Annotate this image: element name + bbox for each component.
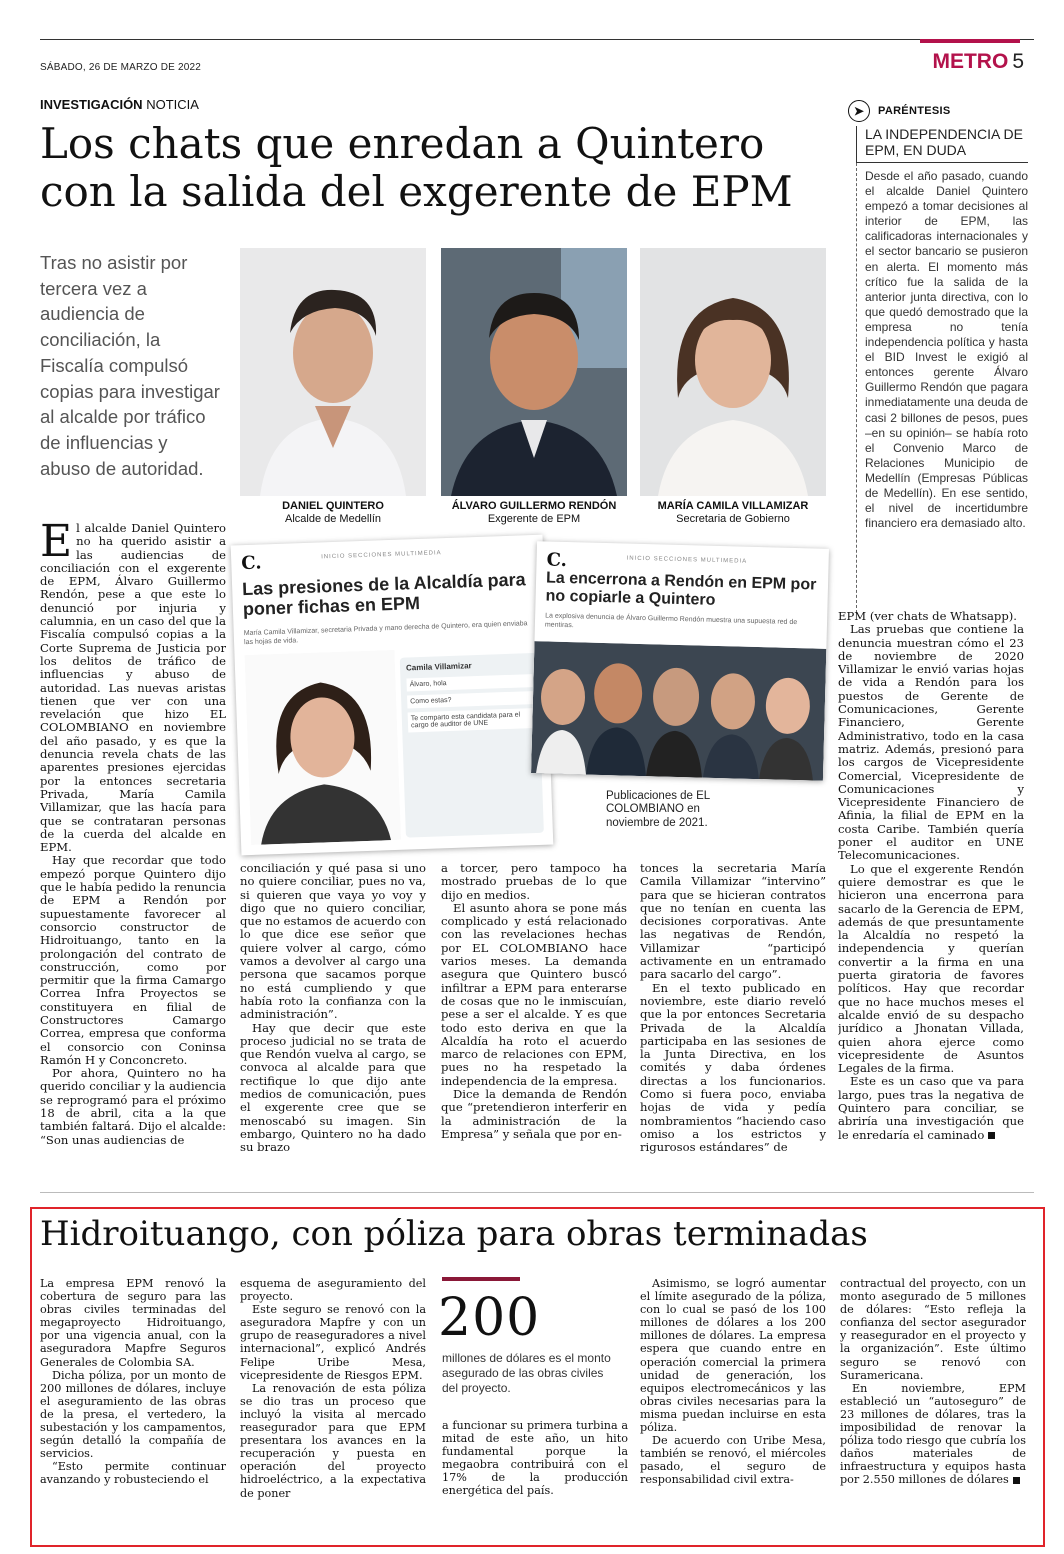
caption-role: Secretaria de Gobierno — [676, 513, 790, 525]
issue-date: SÁBADO, 26 DE MARZO DE 2022 — [40, 62, 202, 73]
section-tag — [932, 50, 1024, 74]
photo-daniel-quintero — [240, 248, 426, 496]
article-deck: Tras no asistir por tercera vez a audiencia de conciliación, la Fiscalía compulsó copias para investigar al alcalde por tráfico de influencias y abuso de autoridad. — [40, 252, 220, 479]
paragraph — [840, 1382, 1026, 1487]
box-column-2 — [240, 1277, 426, 1539]
paragraph: El asunto ahora se pone más complicado y está relacionado con las revelaciones hechas por EL COLOMBIANO hace varios meses. La demanda asegura que Quintero buscó infiltrar a EPM para enterarse de cosas que no le inmiscuían, pese a ser el alcalde. Y es que todo esto deriva en que la Alcaldía ha roto el acuerdo marco de relaciones con EPM, pues no ha respetado la independencia de la empresa. — [441, 900, 627, 1088]
article-column-2 — [240, 862, 426, 1187]
paragraph-text: En noviembre, EPM estableció un “autoseguro” de 23 millones de dólares, tras la imposibilidad de renovar la póliza todo riesgo que cubría los daños materiales de infraestructura y equipos hasta por 2.550 millones de dólares — [840, 1381, 1026, 1487]
end-mark — [988, 1132, 995, 1139]
paragraph: a torcer, pero tampoco ha mostrado pruebas de lo que dijo en medios. — [441, 862, 627, 902]
chat-message: Como estas? — [407, 691, 533, 708]
paragraph: a funcionar su primera turbina a mitad de este año, un hito fundamental porque la megaobra contribuirá con el 17% de la producción energética del país. — [442, 1419, 628, 1498]
section-color-bar — [920, 39, 1020, 43]
paragraph — [838, 1075, 1024, 1141]
box-column-4 — [640, 1277, 826, 1539]
box-column-1 — [40, 1277, 226, 1539]
kicker-type: NOTICIA — [146, 97, 199, 112]
sidebar-parentesis — [848, 100, 1028, 613]
article-column-1 — [40, 522, 226, 1187]
page-number: 5 — [1012, 50, 1024, 73]
whatsapp-chat — [400, 653, 544, 838]
paragraph: En el texto publicado en noviembre, este diario reveló que la por entonces Secretaria Privada de la Alcaldía participaba en las sesiones de la Junta Directiva, en los comités y daba órdenes directas a los funcionarios. Como si fuera poco, enviaba hojas de vida y pedía nombramientos “haciendo caso omiso a los estrictos y rigurosos estándares” de — [640, 980, 826, 1155]
section-divider — [40, 1192, 1034, 1193]
paragraph: Hay que decir que este proceso judicial no se trata de que Rendón vuelva al cargo, se convoca al alcalde para que rectifique lo que dijo ante medios de comunicación, pues el exgerente cree que se menoscabó su imagen. Sin embargo, Quintero no ha dado su brazo — [240, 1020, 426, 1155]
drop-cap: E — [40, 522, 73, 567]
paragraph: “Esto permite continuar avanzando y robusteciendo el — [40, 1460, 226, 1487]
paragraph: esquema de aseguramiento del proyecto. — [240, 1277, 426, 1304]
chat-message: Álvaro, hola — [406, 674, 532, 691]
sidebar-label: PARÉNTESIS — [878, 105, 951, 117]
chat-message: Te comparto esta candidata para el cargo de auditor de UNE — [408, 708, 535, 732]
kicker-category: INVESTIGACIÓN — [40, 97, 143, 112]
paragraph: Por ahora, Quintero no ha querido conciliar y la audiencia se reprogramó para el próximo 18 de abril, cita a la que también faltará. Dijo el alcalde: “Son unas audiencias de — [40, 1066, 226, 1147]
article-headline: Los chats que enredan a Quintero con la salida del exgerente de EPM — [40, 119, 793, 216]
caption-villamizar — [633, 500, 833, 526]
paragraph: Este seguro se renovó con la aseguradora Mapfre y con un grupo de reaseguradores a nivel internacional”, explicó Andrés Felipe Uribe Mesa, vicepresidente de Riesgos EPM. — [240, 1303, 426, 1382]
paragraph: Lo que el exgerente Rendón quiere demostrar es que le hicieron una encerrona para sacarlo de la Gerencia de EPM, además de que presuntamente la Alcaldía no respetó la independencia y querían convertir a la firma en una puerta giratoria de favores políticos. Hay que recordar que no hace muchos meses el alcalde envió de su despacho jurídico a Jhonatan Villada, quien ahora ejerce como vicepresidente de Asuntos Legales de la firma. — [838, 861, 1024, 1076]
paragraph: La empresa EPM renovó la cobertura de seguro para las obras civiles terminadas del megaproyecto Hidroituango, por una vigencia anual, con la aseguradora Mapfre Seguros Generales de Colombia SA. — [40, 1277, 226, 1369]
box-column-3 — [442, 1419, 628, 1539]
pin-icon: ➤ — [848, 100, 870, 122]
clip-logo: C. — [240, 552, 262, 575]
newspaper-clipping-encerrona — [531, 541, 829, 781]
article-column-5 — [838, 610, 1024, 1187]
section-name: METRO — [932, 50, 1009, 73]
end-mark — [1013, 1477, 1020, 1484]
caption-role: Alcalde de Medellín — [284, 513, 381, 525]
paragraph: Hay que recordar que todo empezó porque Quintero dijo que le había pedido la renuncia de EPM a Rendón por supuestamente favorecer al consorcio constructor de Hidroituango, tanto en la prolongación del contrato de construcción, como por permitir que la firma Camargo Correa Infra Proyectos se constituyera en filial de Constructores Camargo Correa, empresa que conforma el consorcio con Coninsa Ramón H y Conconcreto. — [40, 853, 226, 1067]
clip-title: La encerrona a Rendón en EPM por no copiarle a Quintero — [545, 569, 817, 609]
top-rule — [40, 39, 1034, 40]
photo-maria-camila-villamizar — [640, 248, 826, 496]
clip-group-photo — [531, 641, 826, 781]
caption-quintero — [233, 500, 433, 526]
clip-subtitle: La explosiva denuncia de Álvaro Guillermo Rendón muestra una supuesta red de mentiras. — [544, 612, 798, 630]
clip-nav: INICIO SECCIONES MULTIMEDIA — [626, 555, 748, 565]
big-number: 200 — [438, 1288, 541, 1348]
article-column-4 — [640, 862, 826, 1187]
clip-photo-villamizar — [245, 650, 402, 845]
caption-name: ÁLVARO GUILLERMO RENDÓN — [451, 500, 617, 512]
big-number-caption: millones de dólares es el monto asegurado de las obras civiles del proyecto. — [442, 1351, 611, 1395]
clip-nav: INICIO SECCIONES MULTIMEDIA — [321, 550, 442, 561]
article-kicker — [40, 97, 199, 112]
caption-name: DANIEL QUINTERO — [282, 500, 384, 512]
paragraph-text: l alcalde Daniel Quintero no ha querido asistir a las audiencias de conciliación con el exgerente de EPM, Álvaro Guillermo Rendón, pese a que este lo denunció por injuria y calumnia, en un caso del que la Fiscalía compulsó copias a la Corte Suprema de Justicia por los delitos de tráfico de influencias y abuso de autoridad. Las nuevas aristas tienen que ver con una revelación que hizo EL COLOMBIANO en noviembre del año pasado, y es que la denuncia revela chats de las aparentes presiones ejercidas por la entonces secretaria Privada, María Camila Villamizar, que las hacía para que se contrataran personas de la cuerda del alcalde en EPM. — [40, 522, 226, 855]
box-headline: Hidroituango, con póliza para obras terminadas — [40, 1214, 868, 1254]
paragraph: Asimismo, se logró aumentar el límite asegurado de la póliza, con lo cual se pasó de los 100 millones de dólares a los 200 millones de dólares. La empresa espera que cuando entre en operación comercial la primera unidad de generación, los equipos electromecánicos y las obras civiles necesarias para la misma puedan incluirse en esta póliza. — [640, 1277, 826, 1435]
paragraph: contractual del proyecto, con un monto asegurado de 5 millones de dólares: “Esto refleja la confianza del sector asegurador y reasegurador en el proyecto y la organización”. Este último seguro se renovó con Suramericana. — [840, 1277, 1026, 1382]
box-column-5 — [840, 1277, 1026, 1539]
sidebar-header — [848, 100, 1028, 122]
chat-contact: Camila Villamizar — [405, 661, 472, 673]
sidebar-title: LA INDEPENDENCIA DE EPM, EN DUDA — [856, 126, 1028, 162]
big-number-bar — [442, 1277, 520, 1281]
paragraph: EPM (ver chats de Whatsapp). — [838, 610, 1017, 623]
clip-logo: C. — [546, 549, 568, 572]
paragraph: tonces la secretaria María Camila Villamizar “intervino” para que se hicieran contratos que no tenían en cuenta las decisiones corporativas. Ante las negativas de Rendón, Villamizar “participó activamente en un entramado para sacarlo del cargo”. — [640, 862, 826, 982]
paragraph: La renovación de esta póliza se dio tras un proceso que incluyó la visita al mercado reasegurador para que EPM presentara los avances en la recuperación y puesta en operación del proyecto hidroeléctrico, a la expectativa de poner — [240, 1381, 426, 1500]
paragraph: Dicha póliza, por un monto de 200 millones de dólares, incluye el aseguramiento de las obras de la presa, el vertedero, la subestación y los campamentos, según detalló la compañía de servicios. — [40, 1368, 226, 1461]
photo-alvaro-rendon — [441, 248, 627, 496]
caption-name: MARÍA CAMILA VILLAMIZAR — [657, 500, 809, 512]
clippings-caption: Publicaciones de EL COLOMBIANO en noviembre de 2021. — [606, 790, 710, 829]
caption-role: Exgerente de EPM — [487, 513, 581, 525]
paragraph: conciliación y qué pasa si uno no quiere conciliar, pues no va, si quieren que vaya yo voy y digo que no quiero conciliar, que no estamos de acuerdo con lo que dice ese señor que quiere volver al cargo, cómo vamos a devolver al cargo una persona que sacamos porque no está cumpliendo y que había roto la confianza con la administración”. — [240, 862, 426, 1022]
clip-subtitle: María Camila Villamizar, secretaria Privada y mano derecha de Quintero, era quien enviaba las hojas de vida. — [243, 620, 528, 647]
newspaper-clipping-presiones — [231, 535, 554, 856]
article-column-3 — [441, 862, 627, 1187]
paragraph: Dice la demanda de Rendón que “pretendieron interferir en la administración de la Empresa” y señala que por en- — [441, 1087, 627, 1141]
paragraph-text: Este es un caso que va para largo, pues tras la negativa de Quintero para conciliar, se abriría una investigación que le enredaría el caminado — [838, 1074, 1024, 1142]
caption-rendon — [434, 500, 634, 526]
paragraph: Las pruebas que contiene la denuncia muestran cómo el 23 de noviembre de 2020 Villamizar le envió varias hojas de vida a Rendón para los puestos de Gerente de Comunicaciones, Gerente Financiero, Gerente Administrativo, todo en la casa matriz. Además, presionó para los cargos de Vicepresidente Comercial, Vicepresidente de Comunicaciones y Vicepresidente Financiero de Afinia, la filial de EPM en la costa Caribe. También quería poner el auditor en UNE Telecomunicaciones. — [838, 622, 1024, 863]
sidebar-body: Desde el año pasado, cuando el alcalde Daniel Quintero empezó a tomar decisiones al interior de EPM, las calificadoras internacionales y el sector bancario se pusieron en alerta. El momento más crítico fue la salida de la anterior junta directiva, con lo que quedó demostrado que la empresa no tenía independencia política y hasta el BID Invest le exigió al entonces gerente Álvaro Guillermo Rendón que pagara inmediatamente una deuda de casi 2 billones de pesos, pues –en su opinión– se había roto el Convenio Marco de Relaciones Municipio de Medellín (Empresas Públicas de Medellín). En ese sentido, el nivel de incertidumbre financiero era demasiado alto. — [856, 163, 1028, 613]
paragraph — [40, 522, 226, 854]
paragraph: De acuerdo con Uribe Mesa, también se renovó, el miércoles pasado, el seguro de responsabilidad civil extra- — [640, 1434, 826, 1487]
clip-title: Las presiones de la Alcaldía para poner fichas en EPM — [241, 569, 526, 620]
